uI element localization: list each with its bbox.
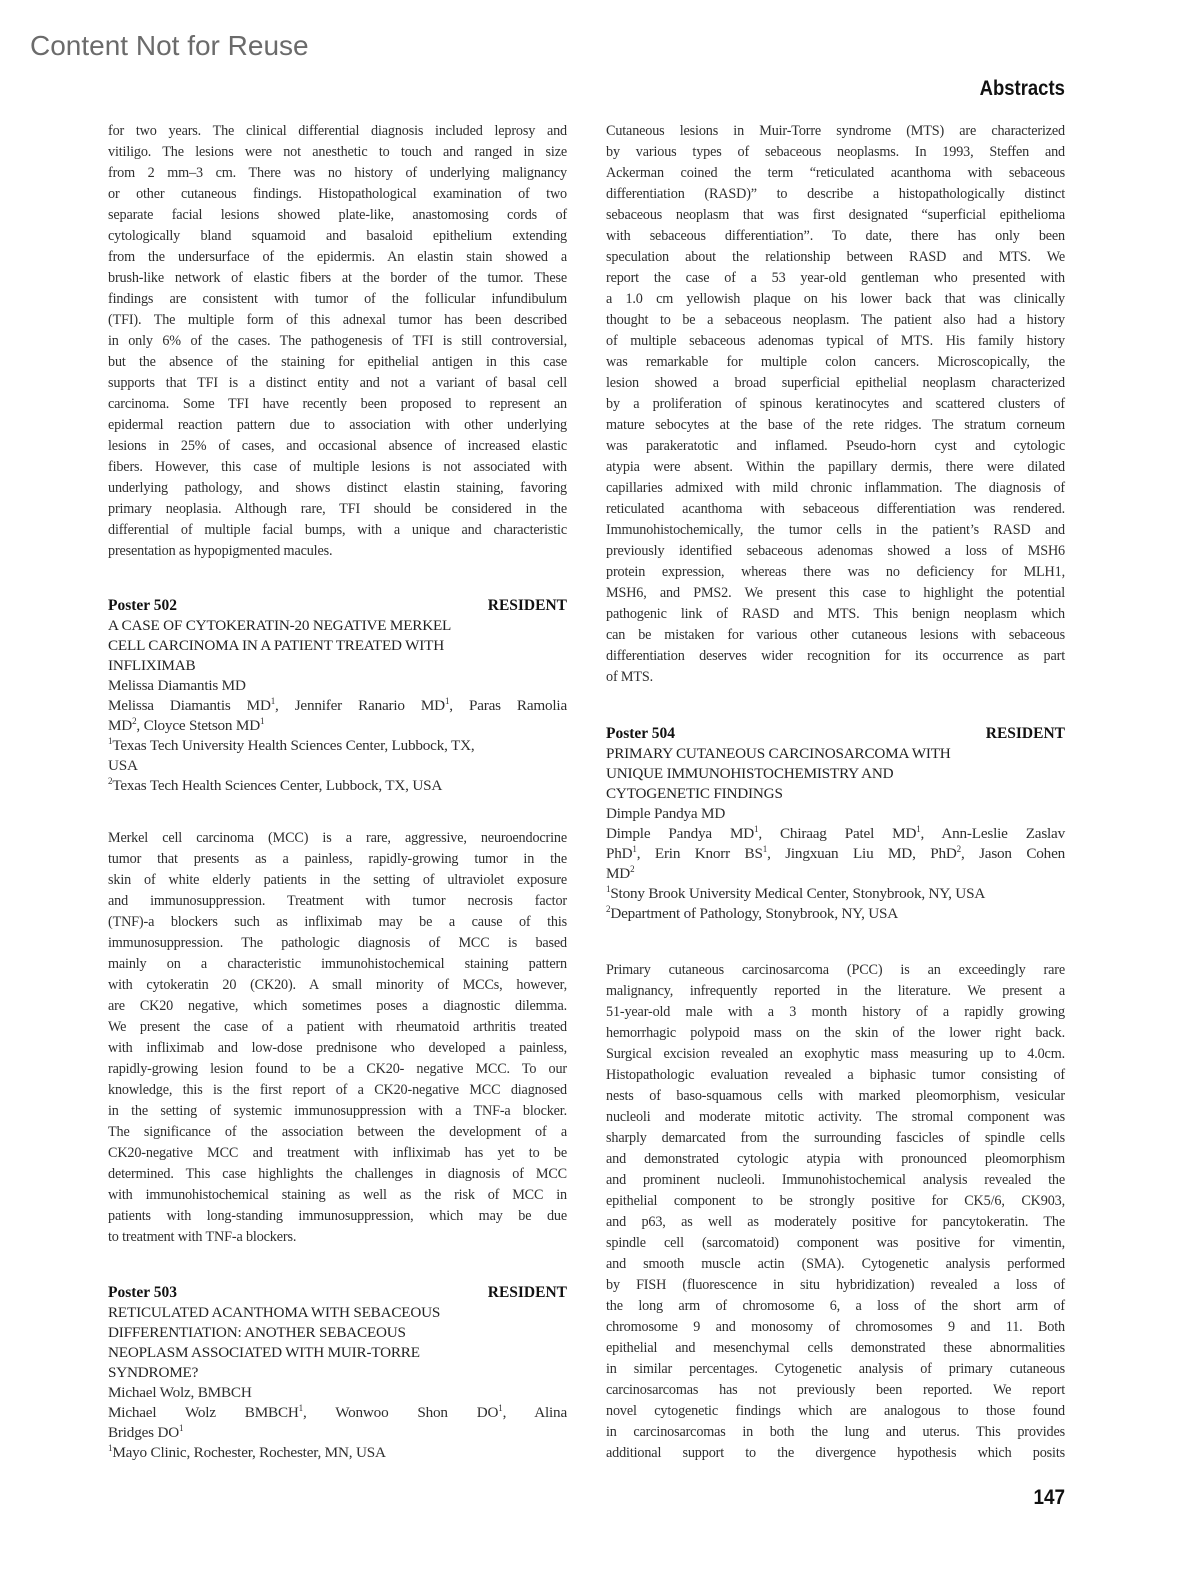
text-line: carcinoma. Some TFI have recently been proposed to represent an bbox=[108, 396, 567, 412]
text-line: from 2 mm–3 cm. There was no history of underlying malignancy bbox=[108, 165, 567, 181]
text-line: pathogenic link of RASD and MTS. This benign neoplasm which bbox=[606, 606, 1065, 622]
text-line: differentiation deserves wider recognition for its occurrence as part bbox=[606, 648, 1065, 664]
text-line: CK20-negative MCC and treatment with infliximab has yet to be bbox=[108, 1145, 567, 1161]
text-line: in the setting of systemic immunosuppression with a TNF-a blocker. bbox=[108, 1103, 567, 1119]
text-line bbox=[108, 716, 567, 736]
superscript: 1 bbox=[754, 824, 759, 834]
text-line: Histopathologic evaluation revealed a biphasic tumor consisting of bbox=[606, 1067, 1065, 1083]
text-line: mainly on a characteristic immunohistochemical staining pattern bbox=[108, 956, 567, 972]
superscript: 1 bbox=[606, 884, 611, 894]
text-line: separate facial lesions showed plate-like, anastomosing cords of bbox=[108, 207, 567, 223]
text-line: or other cutaneous findings. Histopathological examination of two bbox=[108, 186, 567, 202]
text-segment: , Cloyce Stetson MD bbox=[136, 717, 260, 734]
text-line: novel cytogenetic findings which are analogous to those found bbox=[606, 1403, 1065, 1419]
text-line: atypia were absent. Within the papillary dermis, there were dilated bbox=[606, 459, 1065, 475]
text-line: immunosuppression. The pathologic diagnosis of MCC is based bbox=[108, 935, 567, 951]
poster-503 bbox=[108, 1283, 567, 1463]
text-line: NEOPLASM ASSOCIATED WITH MUIR-TORRE bbox=[108, 1344, 420, 1361]
text-line: a 1.0 cm yellowish plaque on his lower back that was clinically bbox=[606, 291, 1065, 307]
text-line: by FISH (fluorescence in situ hybridization) revealed a loss of bbox=[606, 1277, 1065, 1293]
text-segment: , Jennifer Ranario MD bbox=[275, 697, 445, 714]
poster-category: RESIDENT bbox=[487, 1284, 567, 1301]
presenter: Melissa Diamantis MD bbox=[108, 677, 246, 694]
text-segment: , Chiraag Patel MD bbox=[758, 825, 917, 842]
text-line: epithelial component to be strongly positive for CK5/6, CK903, bbox=[606, 1193, 1065, 1209]
text-line: Cutaneous lesions in Muir-Torre syndrome (MTS) are characterized bbox=[606, 123, 1065, 139]
poster-title bbox=[108, 1303, 567, 1383]
text-line: and p63, as well as moderately positive for pancytokeratin. The bbox=[606, 1214, 1065, 1230]
poster-502-abstract bbox=[108, 828, 567, 1248]
superscript: 1 bbox=[270, 696, 276, 706]
text-line: skin of white elderly patients in the setting of ultraviolet exposure bbox=[108, 872, 567, 888]
text-line: 51-year-old male with a 3 month history of a rapidly growing bbox=[606, 1004, 1065, 1020]
poster-number: Poster 503 bbox=[108, 1284, 178, 1301]
text-segment: , Paras Ramolia bbox=[449, 697, 567, 714]
superscript: 1 bbox=[178, 1423, 184, 1433]
text-line: PRIMARY CUTANEOUS CARCINOSARCOMA WITH bbox=[606, 745, 951, 762]
text-line: chromosome 9 and monosomy of chromosomes 9 and 11. Both bbox=[606, 1319, 1065, 1335]
text-segment: Stony Brook University Medical Center, Stonybrook, NY, USA bbox=[610, 885, 986, 902]
text-line: The significance of the association between the development of a bbox=[108, 1124, 567, 1140]
text-line: nucleoli and moderate mitotic activity. The stromal component was bbox=[606, 1109, 1065, 1125]
text-line bbox=[108, 776, 567, 796]
text-line bbox=[606, 824, 1065, 844]
continued-abstract-left bbox=[108, 121, 567, 562]
section-heading: Abstracts bbox=[979, 77, 1065, 100]
text-segment: Texas Tech University Health Sciences Center, Lubbock, TX, bbox=[112, 737, 475, 754]
text-line: brush-like network of elastic fibers at the border of the tumor. These bbox=[108, 270, 567, 286]
superscript: 1 bbox=[498, 1403, 503, 1413]
text-segment: , Wonwoo Shon DO bbox=[302, 1404, 499, 1421]
text-line: differential of multiple facial bumps, with a unique and characteristic bbox=[108, 522, 567, 538]
text-line: thought to be a sebaceous neoplasm. The patient also had a history bbox=[606, 312, 1065, 328]
text-line bbox=[108, 736, 567, 756]
text-segment: , Alina bbox=[502, 1404, 567, 1421]
text-line: was parakeratotic and inflamed. Pseudo-horn cyst and cytologic bbox=[606, 438, 1065, 454]
poster-number: Poster 504 bbox=[606, 725, 676, 742]
text-line: determined. This case highlights the challenges in diagnosis of MCC bbox=[108, 1166, 567, 1182]
superscript: 2 bbox=[630, 864, 635, 874]
text-line: A CASE OF CYTOKERATIN-20 NEGATIVE MERKEL bbox=[108, 617, 452, 634]
text-line: with cytokeratin 20 (CK20). A small minority of MCCs, however, bbox=[108, 977, 567, 993]
text-line: knowledge, this is the first report of a CK20-negative MCC diagnosed bbox=[108, 1082, 567, 1098]
superscript: 1 bbox=[762, 844, 768, 854]
text-line: cytologically bland squamoid and basaloid epithelium extending bbox=[108, 228, 567, 244]
poster-header bbox=[108, 596, 567, 616]
text-line: mature sebocytes at the base of the rete ridges. The stratum corneum bbox=[606, 417, 1065, 433]
superscript: 1 bbox=[108, 736, 113, 746]
text-segment: Michael Wolz BMBCH bbox=[108, 1404, 299, 1421]
text-line: lesion showed a broad superficial epithelial neoplasm characterized bbox=[606, 375, 1065, 391]
affiliation-list bbox=[606, 884, 1065, 924]
text-line: by various types of sebaceous neoplasms. In 1993, Steffen and bbox=[606, 144, 1065, 160]
text-line: of MTS. bbox=[606, 669, 654, 685]
poster-503-abstract bbox=[606, 121, 1065, 688]
presenter: Michael Wolz, BMBCH bbox=[108, 1384, 252, 1401]
text-line: in only 6% of the cases. The pathogenesis of TFI is still controversial, bbox=[108, 333, 567, 349]
text-line: primary neoplasia. Although rare, TFI should be considered in the bbox=[108, 501, 567, 517]
poster-category: RESIDENT bbox=[985, 725, 1065, 742]
text-line: and prominent nucleoli. Immunohistochemical analysis revealed the bbox=[606, 1172, 1065, 1188]
text-segment: Bridges DO bbox=[108, 1424, 179, 1441]
text-line: RETICULATED ACANTHOMA WITH SEBACEOUS bbox=[108, 1304, 441, 1321]
text-line: malignancy, infrequently reported in the literature. We present a bbox=[606, 983, 1065, 999]
text-line: for two years. The clinical differential diagnosis included leprosy and bbox=[108, 123, 567, 139]
poster-header bbox=[108, 1283, 567, 1303]
text-line: with infliximab and low-dose prednisone who developed a painless, bbox=[108, 1040, 567, 1056]
text-line: speculation about the relationship between RASD and MTS. We bbox=[606, 249, 1065, 265]
text-line: protein expression, whereas there was no deficiency for MLH1, bbox=[606, 564, 1065, 580]
text-segment: , Erin Knorr BS bbox=[636, 845, 763, 862]
author-list bbox=[108, 696, 567, 736]
superscript: 1 bbox=[298, 1403, 303, 1413]
text-line bbox=[606, 864, 1065, 884]
superscript: 1 bbox=[260, 716, 265, 726]
text-segment: , Jingxuan Liu MD, PhD bbox=[767, 845, 957, 862]
text-line: findings are consistent with tumor of the follicular infundibulum bbox=[108, 291, 567, 307]
poster-number: Poster 502 bbox=[108, 597, 178, 614]
text-line: and smooth muscle actin (SMA). Cytogenetic analysis performed bbox=[606, 1256, 1065, 1272]
text-line: spindle cell (sarcomatoid) component was positive for vimentin, bbox=[606, 1235, 1065, 1251]
text-line bbox=[108, 1403, 567, 1423]
text-line: and demonstrated cytologic atypia with pronounced pleomorphism bbox=[606, 1151, 1065, 1167]
text-line: CYTOGENETIC FINDINGS bbox=[606, 785, 783, 802]
text-line: carcinosarcomas has not previously been reported. We report bbox=[606, 1382, 1065, 1398]
text-line: Merkel cell carcinoma (MCC) is a rare, aggressive, neuroendocrine bbox=[108, 830, 567, 846]
poster-502 bbox=[108, 596, 567, 796]
superscript: 1 bbox=[916, 824, 921, 834]
text-line: additional support to the divergence hypothesis which posits bbox=[606, 1445, 1065, 1461]
text-line: lesions in 25% of cases, and occasional absence of increased elastic bbox=[108, 438, 567, 454]
text-line: CELL CARCINOMA IN A PATIENT TREATED WITH bbox=[108, 637, 444, 654]
text-line: DIFFERENTIATION: ANOTHER SEBACEOUS bbox=[108, 1324, 406, 1341]
text-line bbox=[108, 1443, 567, 1463]
text-line: Immunohistochemically, the tumor cells in the patient’s RASD and bbox=[606, 522, 1065, 538]
text-line: Surgical excision revealed an exophytic mass measuring up to 4.0cm. bbox=[606, 1046, 1065, 1062]
text-line: epidermal reaction pattern due to association with other underlying bbox=[108, 417, 567, 433]
superscript: 1 bbox=[444, 696, 450, 706]
text-line: with sebaceous differentiation”. To date, there has only been bbox=[606, 228, 1065, 244]
text-line: UNIQUE IMMUNOHISTOCHEMISTRY AND bbox=[606, 765, 894, 782]
text-line: INFLIXIMAB bbox=[108, 657, 196, 674]
text-segment: Mayo Clinic, Rochester, Rochester, MN, USA bbox=[112, 1444, 386, 1461]
text-line: report the case of a 53 year-old gentleman who presented with bbox=[606, 270, 1065, 286]
text-line bbox=[108, 696, 567, 716]
text-segment: , Ann-Leslie Zaslav bbox=[920, 825, 1065, 842]
text-line: SYNDROME? bbox=[108, 1364, 199, 1381]
text-line: We present the case of a patient with rheumatoid arthritis treated bbox=[108, 1019, 567, 1035]
affiliation-list bbox=[108, 1443, 567, 1463]
text-segment: Department of Pathology, Stonybrook, NY, USA bbox=[610, 905, 899, 922]
text-line: previously identified sebaceous adenomas showed a loss of MSH6 bbox=[606, 543, 1065, 559]
text-line: in carcinosarcomas in both the lung and uterus. This provides bbox=[606, 1424, 1065, 1440]
text-segment: USA bbox=[108, 757, 138, 774]
text-line bbox=[606, 884, 1065, 904]
text-line: differentiation (RASD)” to describe a histopathologically distinct bbox=[606, 186, 1065, 202]
text-line: MSH6, and PMS2. We present this case to highlight the potential bbox=[606, 585, 1065, 601]
text-line: sharply demarcated from the surrounding fascicles of spindle cells bbox=[606, 1130, 1065, 1146]
poster-header bbox=[606, 724, 1065, 744]
author-list bbox=[606, 824, 1065, 884]
text-line: reticulated acanthoma with sebaceous differentiation was rendered. bbox=[606, 501, 1065, 517]
text-line bbox=[108, 756, 567, 776]
poster-title bbox=[108, 616, 567, 676]
poster-category: RESIDENT bbox=[487, 597, 567, 614]
text-line: was remarkable for multiple colon cancers. Microscopically, the bbox=[606, 354, 1065, 370]
text-segment: MD bbox=[108, 717, 133, 734]
superscript: 1 bbox=[108, 1443, 113, 1453]
superscript: 2 bbox=[108, 776, 113, 786]
poster-504-abstract bbox=[606, 960, 1065, 1464]
text-line: fibers. However, this case of multiple lesions is not associated with bbox=[108, 459, 567, 475]
text-line: Ackerman coined the term “reticulated acanthoma with sebaceous bbox=[606, 165, 1065, 181]
text-segment: Dimple Pandya MD bbox=[606, 825, 755, 842]
text-line: presentation as hypopigmented macules. bbox=[108, 543, 333, 559]
text-line: nests of baso-squamous cells with marked pleomorphism, vesicular bbox=[606, 1088, 1065, 1104]
text-line: but the absence of the staining for epithelial antigen in this case bbox=[108, 354, 567, 370]
watermark: Content Not for Reuse bbox=[30, 30, 309, 61]
superscript: 2 bbox=[956, 844, 961, 854]
poster-504 bbox=[606, 724, 1065, 924]
text-line: from the undersurface of the epidermis. An elastin stain showed a bbox=[108, 249, 567, 265]
text-line: rapidly-growing lesion found to be a CK20- negative MCC. To our bbox=[108, 1061, 567, 1077]
text-line: are CK20 negative, which sometimes poses a diagnostic dilemma. bbox=[108, 998, 567, 1014]
text-line: hemorrhagic polypoid mass on the skin of the lower right back. bbox=[606, 1025, 1065, 1041]
text-line: tumor that presents as a painless, rapidly-growing tumor in the bbox=[108, 851, 567, 867]
superscript: 2 bbox=[606, 904, 611, 914]
text-line: supports that TFI is a distinct entity and not a variant of basal cell bbox=[108, 375, 567, 391]
presenter: Dimple Pandya MD bbox=[606, 805, 726, 822]
text-line: sebaceous neoplasm that was first designated “superficial epithelioma bbox=[606, 207, 1065, 223]
text-line: Primary cutaneous carcinosarcoma (PCC) is an exceedingly rare bbox=[606, 962, 1065, 978]
text-segment: Texas Tech Health Sciences Center, Lubbock, TX, USA bbox=[112, 777, 443, 794]
text-line: in similar percentages. Cytogenetic analysis of primary cutaneous bbox=[606, 1361, 1065, 1377]
text-line: patients with long-standing immunosuppression, which may be due bbox=[108, 1208, 567, 1224]
text-segment: MD bbox=[606, 865, 631, 882]
text-line bbox=[606, 904, 1065, 924]
text-line bbox=[108, 1423, 567, 1443]
text-line: epithelial and mesenchymal cells demonstrated these abnormalities bbox=[606, 1340, 1065, 1356]
superscript: 1 bbox=[632, 844, 637, 854]
text-line: vitiligo. The lesions were not anesthetic to touch and ranged in size bbox=[108, 144, 567, 160]
text-line: with immunohistochemical staining as well as the risk of MCC in bbox=[108, 1187, 567, 1203]
text-line: (TNF)-a blockers such as infliximab may be a cause of this bbox=[108, 914, 567, 930]
superscript: 2 bbox=[132, 716, 137, 726]
text-segment: , Jason Cohen bbox=[960, 845, 1066, 862]
text-line: the long arm of chromosome 6, a loss of the short arm of bbox=[606, 1298, 1065, 1314]
poster-title bbox=[606, 744, 1065, 804]
page-number: 147 bbox=[1033, 1486, 1065, 1509]
text-line: by a proliferation of spinous keratinocytes and scattered clusters of bbox=[606, 396, 1065, 412]
text-line: underlying pathology, and shows distinct elastin staining, favoring bbox=[108, 480, 567, 496]
text-line: and immunosuppression. Treatment with tumor necrosis factor bbox=[108, 893, 567, 909]
text-line: can be mistaken for various other cutaneous lesions with sebaceous bbox=[606, 627, 1065, 643]
text-segment: Melissa Diamantis MD bbox=[108, 697, 271, 714]
text-line: to treatment with TNF-a blockers. bbox=[108, 1229, 297, 1245]
text-line: capillaries admixed with mild chronic inflammation. The diagnosis of bbox=[606, 480, 1065, 496]
text-line: (TFI). The multiple form of this adnexal tumor has been described bbox=[108, 312, 567, 328]
author-list bbox=[108, 1403, 567, 1443]
text-line bbox=[606, 844, 1065, 864]
text-line: of multiple sebaceous adenomas typical of MTS. His family history bbox=[606, 333, 1065, 349]
affiliation-list bbox=[108, 736, 567, 796]
text-segment: PhD bbox=[606, 845, 633, 862]
